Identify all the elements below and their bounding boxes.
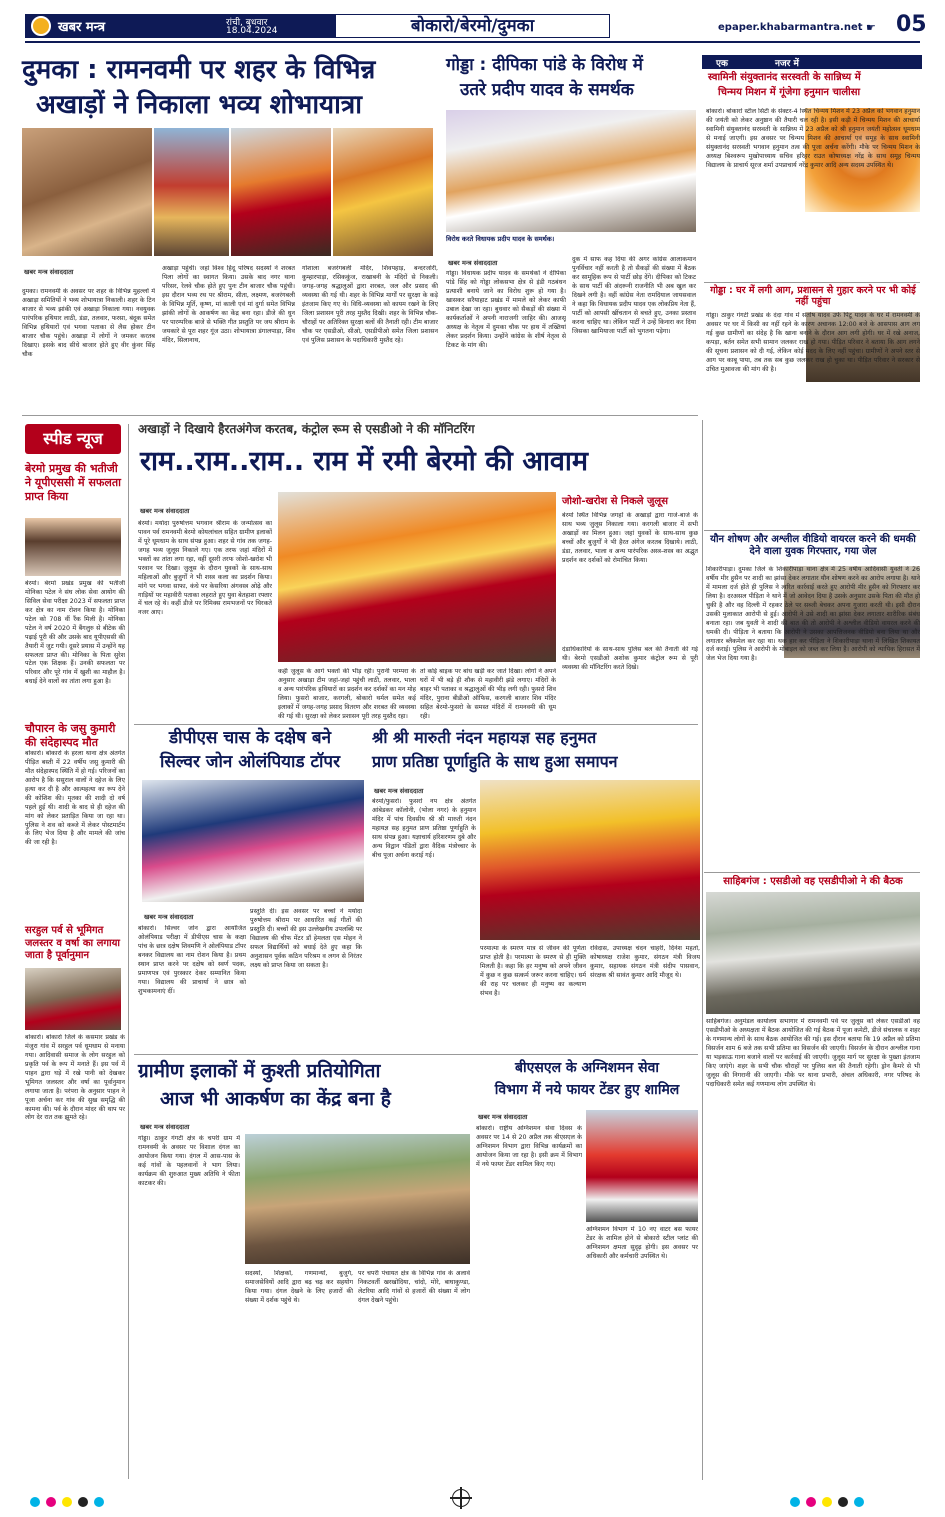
maruti-byline: खबर मन्त्र संवाददाता [374, 787, 424, 795]
masthead-underline [25, 41, 920, 43]
maruti-col-3: रविदास, उपाध्यक्ष चंदन चाहरी, दिनेश महतो, कोषाध्यक्ष राजेश कुमार, संगठन मंत्री विजय कुमार, सहायक संगठन मंत्री संदीप पासवान, संरक्षक श्री सावंत कुमार आदि मौजूद थे। [590, 945, 700, 979]
dumka-photo-4 [333, 128, 433, 256]
maruti-col-1: बेरमो/फुसरो। फुसरो नप क्षेत्र अंतर्गत आंबेडकर कॉलोनी, (भोला नगर) के हनुमान मंदिर में पांच दिवसीय श्री श्री मारुती नंदन महायज्ञ सह हनुमत प्राण प्रतिष्ठा पूर्णाहुति के साथ संपन्न हुआ। यज्ञाचार्य हरिशरणम दुबे और अन्य विद्वान पंडितों द्वारा वैदिक मंत्रोच्चार के बीच पूजा अर्चना कराई गई। [372, 798, 476, 859]
bermo-side-title: जोशो-खरोश से निकले जुलूस [562, 496, 668, 507]
speed-item-2-title: चौपारन के जसु कुमारी की संदेहास्पद मौत [25, 722, 116, 749]
masthead [0, 0, 945, 44]
dps-col-2: प्रस्तुति दी। इस अवसर पर बच्चों ने मर्यादा पुरुषोत्तम श्रीराम पर आधारित कई गीतों की प्रस्तुति दी। बच्चों की इस उल्लेखनीय उपलब्धि पर विद्यालय की चीफ मेंटर डॉ हेमलता एस मोहन ने सफल विद्यार्थियों को बधाई देते हुए कहा कि अनुशासन पूर्वक कठिन परिश्रम व लगन से निरंतर लक्ष्य को प्राप्त किया जा सकता है। [250, 908, 362, 969]
kushti-byline: खबर मन्त्र संवाददाता [140, 1123, 190, 1131]
dumka-photo-1 [22, 128, 152, 256]
dumka-headline-2: अखाड़ों ने निकाला भव्य शोभायात्रा [36, 90, 362, 120]
fire-text: गोड्डा। ठाकुर गंगटी प्रखंड के दंदा गांव में संतोष यादव उर्फ पिंटू यादव के घर में रामनवमी के अवसर पर घर में किसी का नहीं रहने के कारण अचानक 12:00 बजे के आसपास आग लग गई कुछ ग्रामीणों का संदेह है कि खाना बनाने के दौरान आग लगी होगी। घर में रखे अनाज, कपड़ा, बर्तन समेत सभी सामान जलकर राख हो गया। पीड़ित परिवार ने बताया कि आग लगने की सूचना प्रशासन को दी गई, लेकिन कोई मदद के लिए नहीं पहुंचा। ग्रामीणों ने अपने स्तर से आग पर काबू पाया, तब तक सब कुछ जलकर राख हो चुका था। पीड़ित परिवार ने सरकार से उचित मुआवजा की मांग की है। [706, 312, 920, 373]
nazar-label: नजर में [775, 59, 799, 69]
kushti-col-2: सदस्यों, शिक्षकों, गणमान्यों, बुजुर्ग, समाजसेवियों आदि द्वारा बढ़ चढ़ कर सहयोग किया गया। दंगल देखने के लिए हजारों की संख्या में दर्शक पहुंचे थे। [245, 1270, 353, 1304]
bsnl-byline: खबर मन्त्र संवाददाता [478, 1113, 528, 1121]
divider-sexual [704, 530, 920, 531]
sahibganj-headline: साहिबगंज : एसडीओ वह एसडीपीओ ने की बैठक [723, 876, 903, 887]
speed-news-label: स्पीड न्यूज [25, 424, 121, 454]
bermo-kicker: अखाड़ों ने दिखाये हैरतअंगेज करतब, कंट्रोल रूम से एसडीओ ने की मॉनिटरिंग [138, 422, 475, 436]
dumka-col-2: अखाड़ा पहुंचीं। जहां विश्व हिंदू परिषद सदस्यों ने शरबत पिला लोगों का स्वागत किया। उसके बाद नगर थाना परिसर, रेलवे चौक होते हुए पुनः टीन बाजार चौक पहुंची। इस दौरान भव्य रथ पर श्रीराम, सीता, लक्ष्मण, बजरंगबली के विभिन्न मूर्ति, कृष्ण, मां काली एवं मां दुर्गा समेत विभिन्न झांकी लोगों के आकर्षण का केंद्र बना रहा। डीजे की धुन पर पारम्परिक बाजे से भक्ति गीत प्रस्तुति पर जय श्रीराम के जयकारे से पूरा शहर गूंज उठा। शोभायात्रा डंगालपाड़ा, शिव मंदिर, सिलानाथ, [162, 265, 295, 344]
kushti-col-3: पर चपरी पंचायत क्षेत्र के विभिन्न गांव के अलावे निकटवर्ती खरखोदिया, चांदो, मोरे, बाघाकुण्डा, लेटरिया आदि गांवों से हजारों की संख्या में लोग दंगल देखने पहुंचे। [358, 1270, 470, 1304]
bermo-headline: राम..राम..राम.. राम में रमी बेरमो की आवाम [140, 446, 589, 477]
page-number: 05 [896, 12, 927, 37]
bermo-byline: खबर मन्त्र संवाददाता [140, 507, 190, 515]
maruti-headline-2: प्राण प्रतिष्ठा पूर्णाहुति के साथ हुआ समापन [372, 752, 618, 771]
section-title: बोकारो/बेरमो/दुमका [335, 14, 610, 38]
maruti-col-2: परमात्मा के स्मरण मात्र से जीवन की पूर्णता प्राप्त होती है। परमात्मा के स्मरण से ही मुक्ति मिलती है। कहा कि हर मनुष्य को अपने जीवन में कुछ न कुछ सत्कर्म जरूर करना चाहिए। धर्म की राह पर चलकर ही मनुष्य का कल्याण संभव है। [480, 945, 586, 997]
crosshair-icon [452, 1489, 470, 1507]
bsnl-headline-1: बीएसएल के अग्निशमन सेवा [515, 1060, 659, 1076]
dumka-col-1: दुमका। रामनवमी के अवसर पर शहर के विभिन्न मुहल्लों में अखाड़ा समितियों ने भव्य शोभायात्रा निकाली। शहर के टिन बाजार से भव्य झांकी एवं अखाड़ा निकाला गया। नवयुवक पारंपरिक हथियार लाठी, डंडा, तलवार, फरसा, बंदूक समेत विभिन्न हथियारों एवं भगवा पताका से लैस होकर टीन बाजार चौक पहुंचे। अखाड़ा में लोगों ने जमकर करतब दिखाए। इसके बाद सीधे बाजार होते हुए वीर कुंवर सिंह चौक [22, 288, 155, 358]
dps-headline-2: सिल्वर जोन ओलंपियाड टॉपर [159, 752, 341, 772]
sahibganj-text: साहिबगंज। अनुमंडल कार्यालय सभागार में रामनवमी पर्व पर जुलूस को लेकर एसडीओ वह एसडीपीओ के अध्यक्षता में बैठक आयोजित की गई बैठक में पूजा कमेटी, डीजे संचालक व शहर के गणमान्य लोगों के साथ बैठक आयोजित की गई। इस दौरान बताया कि 19 अप्रैल को प्रतिमा विसर्जन शाम 6 बजे तक सभी प्रतिमा का विसर्जन की जाएगी। विसर्जन के दौरान अश्लील गाना या भड़काऊ गाना बजाने वालों पर कार्रवाई की जाएगी। जुलूस मार्ग पर सुरक्षा के पुख्ता इंतजाम किए जाएंगे। शहर के सभी चौक चौराहों पर पुलिस बल की तैनाती रहेगी। ड्रोन कैमरे से भी जुलूस की निगरानी की जाएगी। मौके पर थाना प्रभारी, अंचल अधिकारी, नगर परिषद के पदाधिकारी समेत कई गणमान्य लोग उपस्थित थे। [706, 1018, 920, 1088]
brand-name: खबर मन्त्र [58, 20, 106, 35]
godda-headline-1: गोड्डा : दीपिका पांडे के विरोध में [446, 55, 643, 75]
footer [0, 1482, 945, 1517]
chinmaya-headline-2: चिन्मय मिशन में गूंजेगा हनुमान चालीसा [718, 87, 861, 98]
bermo-col-2: कहीं जुलूस के आगे भक्तों की भीड़ रही। पुरानी परम्परा के अनुसार अखाड़ा टीम जहां-जहां पहुंची लाठी, तलवार, भाला व अन्य पारंपरिक हथियारों का प्रदर्शन कर दर्शकों का मन मोह लिया। फुसरो बाजार, करगली, बोकारो थर्मल समेत कई इलाकों में जगह-जगह प्रसाद वितरण और शरबत की व्यवस्था की गई थी। सुरक्षा को लेकर प्रशासन पूरी तरह मुस्तैद रहा। [278, 668, 416, 720]
kushti-col-1: गोड्डा। ठाकुर गंगटी क्षेत्र के चपरी ग्राम में रामनवमी के अवसर पर विशाल दंगल का आयोजन किया गया। दंगल में आस-पास के कई गांवों के पहलवानों ने भाग लिया। कार्यक्रम की शुरुआत मुख्य अतिथि ने फीता काटकर की। [138, 1135, 240, 1187]
bermo-photo [278, 492, 556, 662]
ek-label: एक [716, 59, 728, 69]
fire-headline: गोड्डा : घर में लगी आग, प्रशासन से गुहार करने पर भी कोई नहीं पहुंचा [710, 285, 916, 308]
divider-right-col [702, 420, 703, 1480]
ek-nazar-bar [702, 55, 922, 69]
divider-sahibganj [704, 872, 920, 873]
masthead-city-day: रांची, बुधवार [226, 18, 268, 28]
bermo-col-1: बेरमो। मर्यादा पुरुषोत्तम भगवान श्रीराम के जन्मोत्सव का पावन पर्व रामनवमी बेरमो कोयलांचल सहित ग्रामीण इलाकों में पूरे धूमधाम के साथ संपन्न हुआ। शहर से गांव तक जगह-जगह भव्य जुलूस निकाले गए। एक तरफ जहां मंदिरों में भक्तों का तांता लगा रहा, वहीं दूसरी तरफ जोशो-खरोश भी परवान पर दिखा। जुलूस के दौरान युवकों के साथ-साथ महिलाओं और बुजुर्गों ने भी शस्त्र कला का प्रदर्शन किया। मांगे पर भगवा साफा, कंधे पर केसरिया अंगवस्त्र ओढ़े और गाड़ियों पर महावीरी पताका लहराते हुए युवा बेतहाशा रफ्तार में चल रहे थे। कहीं डीजे पर रिमिक्स रामभजनों पर थिरकते नजर आए। [138, 520, 272, 617]
divider-bermo-bottom [134, 724, 698, 725]
monika-photo [25, 518, 121, 576]
dumka-headline-1: दुमका : रामनवमी पर शहर के विभिन्न [22, 55, 376, 85]
kushti-headline-1: ग्रामीण इलाकों में कुश्ती प्रतियोगिता [138, 1060, 381, 1082]
godda-headline-2: उतरे प्रदीप यादव के समर्थक [460, 80, 634, 100]
speed-item-2-text: बोकारो। बोकारो के हरला थाना क्षेत्र अंतर्गत पीड़ित बस्ती में 22 वर्षीय जसु कुमारी की मौत संदेहास्पद स्थिति में हो गई। परिजनों का आरोप है कि ससुराल वालों ने दहेज के लिए हत्या कर दी है और आत्महत्या का रूप देने की कोशिश की। मृतका की शादी दो वर्ष पहले हुई थी। शादी के बाद से ही दहेज की मांग को लेकर प्रताड़ित किया जा रहा था। पुलिस ने शव को कब्जे में लेकर पोस्टमार्टम के लिए भेज दिया है और मामले की जांच की जा रही है। [25, 750, 125, 847]
speed-item-1-text: बेरमो। बेरमो प्रखंड प्रमुख की भतीजी मोनिका पटेल ने संघ लोक सेवा आयोग की सिविल सेवा परीक्षा 2023 में सफलता प्राप्त कर क्षेत्र का नाम रोशन किया है। मोनिका पटेल को 708 वीं रैंक मिली है। मोनिका पटेल ने वर्ष 2020 में बैंगलुरु से बीटेक की पढ़ाई पूरी की और उसके बाद यूपीएससी की तैयारी में जुट गयी। दूसरे प्रयास में उन्होंने यह सफलता प्राप्त की। मोनिका के पिता सुरेश पटेल एक शिक्षक हैं। उनकी सफलता पर परिवार और पूरे गांव में खुशी का माहौल है। बधाई देने वालों का तांता लगा हुआ है। [25, 580, 125, 686]
speed-item-3-title: सरहुल पर्व से भूमिगत जलस्तर व वर्षा का लगाया जाता है पूर्वानुमान [25, 925, 120, 961]
sexual-headline: यौन शोषण और अश्लील वीडियो वायरल करने की धमकी देने वाला युवक गिरफ्तार, गया जेल [710, 534, 916, 557]
bsnl-col-2: अग्निशमन विभाग में 10 नए वाटर बस फायर टेंडर के शामिल होने से बोकारो स्टील प्लांट की अग्निशमन क्षमता सुदृढ़ होगी। इस अवसर पर अधिकारी और कर्मचारी उपस्थित थे। [586, 1226, 698, 1260]
godda-byline: खबर मन्त्र संवाददाता [448, 259, 498, 267]
color-registration-right [790, 1492, 920, 1506]
divider-fire [704, 282, 920, 283]
dps-headline-1: डीपीएस चास के दक्षेष बने [168, 728, 332, 748]
bermo-col-4: तो कोई बाइक पर बांध खड़ी कर जाते दिखा। लोगों ने अपने घरों में भी बड़े ही शौक से महावीरी झंडे लगाए। मंदिरों के बाहर भी पताका व श्रद्धालुओं की भीड़ लगी रही। फुसरो शिव मंदिर, पुराना बीडीओ ऑफिस, करगली बाजार शिव मंदिर सहित बेरमो-फुसरो के समस्त मंदिरों में रामनवमी की धूम रही। [420, 668, 556, 720]
chinmaya-headline-1: स्वामिनी संयुक्तानंद सरस्वती के सान्निध्य में [708, 72, 861, 83]
dumka-col-3: गोशाला बजरंगबली मंदिर, शिवपहाड़, बन्दरजोरी, कुम्हारपाड़ा, रसिककुंज, राखाबनी के मंदिरों से निकली। जगह-जगह श्रद्धालुओं द्वारा शरबत, जल और प्रसाद की व्यवस्था की गई थी। शहर के विभिन्न मार्गों पर सुरक्षा के कड़े इंतजाम किए गए थे। विधि-व्यवस्था को कायम रखने के लिए जिला प्रशासन पूरी तरह मुस्तैद दिखी। शहर के विभिन्न चौक-चौराहों पर अतिरिक्त सुरक्षा बलों की तैनाती रही। टीम बाजार चौक पर एसडीओ, सीओ, एसडीपीओ समेत जिला प्रशासन एवं पुलिस प्रशासन के पदाधिकारी मुस्तैद रहे। [302, 265, 438, 344]
epaper-url[interactable]: epaper.khabarmantra.net [718, 22, 863, 33]
divider-mid [22, 415, 698, 416]
dps-photo [142, 780, 364, 902]
speed-item-1-title: बेरमो प्रमुख की भतीजी ने यूपीएससी में सफलता प्राप्त किया [25, 462, 121, 503]
cursor-icon: ☛ [866, 21, 876, 34]
color-registration-left [30, 1492, 160, 1506]
godda-photo [446, 110, 696, 232]
dumka-byline: खबर मन्त्र संवाददाता [24, 268, 74, 276]
dps-byline: खबर मन्त्र संवाददाता [144, 913, 194, 921]
bsnl-photo [586, 1110, 698, 1222]
kushti-headline-2: आज भी आकर्षण का केंद्र बना है [160, 1088, 391, 1110]
bsnl-col-1: बोकारो। राष्ट्रीय अग्निशमन सेवा दिवस के अवसर पर 14 से 20 अप्रैल तक बीएसएल के अग्निशमन विभाग द्वारा विभिन्न कार्यक्रमों का आयोजन किया जा रहा है। इसी क्रम में विभाग में नये फायर टेंडर शामिल किए गए। [476, 1125, 582, 1168]
bsnl-headline-2: विभाग में नये फायर टेंडर हुए शामिल [494, 1082, 680, 1098]
godda-col-2: दुक में साफ कह दिया की अगर कांग्रेस आलाकमान पुनर्विचार नहीं करती है तो सैकड़ों की संख्या में बैठक कर सामूहिक रूप से पार्टी छोड़ देंगे। दीपिका को टिकट के साथ पार्टी की अंदरूनी राजनीति भी अब खुल कर दिखने लगी है। वहीं कांग्रेस नेता रामदियाल जायसवाल ने कहा कि विधायक प्रदीप यादव एक लोकप्रिय नेता हैं, पार्टी को आपसी खींचतान से बचते हुए, उनका प्रस्ताव करना चाहिए था। लेकिन पार्टी ने उन्हें किनारा कर दिया जिसका खामियाजा पार्टी को भुगतना पड़ेगा। [572, 256, 696, 335]
divider-lower [134, 1054, 698, 1055]
brand-logo-icon [31, 16, 51, 36]
maruti-photo [480, 780, 700, 940]
bermo-side-text: बेरमो स्थित विभिन्न जगहों के अखाड़ों द्वारा गाजे-बाजे के साथ भव्य जुलूस निकाला गया। करगली बाजार में सभी अखाड़ों का मिलन हुआ। जहां युवकों के साथ-साथ कुछ बच्चों और बुजुर्गों ने भी हैरत अंगेज करतब दिखाये। लाठी, डंडा, तलवार, भाला व अन्य पारंपरिक अस्त्र-शस्त्र का अद्भुत प्रदर्शन कर दर्शकों को रोमांचित किया। [562, 512, 698, 564]
godda-caption: विरोध करते विधायक प्रदीप यादव के समर्थक। [446, 235, 555, 243]
dumka-photo-2 [154, 128, 229, 256]
chinmaya-text: बोकारो। बोकारो स्टील सिटी के सेक्टर-4 स्थित चिन्मय मिशन में 23 अप्रैल को भगवान हनुमान की जयंती को लेकर अनुष्ठान की तैयारी चल रही है। इसी कड़ी में चिन्मय मिशन की आचार्या स्वामिनी संयुक्तानंद सरस्वती के सान्निध्य में 23 अप्रैल को श्री हनुमान जयंती महोत्सव धूमधाम से मनाई जाएगी। इस अवसर पर चिन्मय मिशन की आचार्या एवं समूह के साथ स्वामिनी संयुक्तानंद सरस्वती भगवान हनुमान तत्व की पूजा अर्चना करेंगी। मौके पर चिन्मय मिशन के अध्यक्ष बिश्वरूप मुखोपाध्याय सचिव हरिहर राउत कोषाध्यक्ष नरेंद्र के साथ समूह चिन्मय विद्यालय के प्राचार्य सूरज शर्मा उपप्राचार्य नरेंद्र कुमार आदि अन्य सदस्य उपस्थित थे। [706, 108, 920, 169]
kushti-photo [245, 1134, 470, 1264]
dps-col-1: बोकारो। सिल्वर जोन द्वारा आयोजित ओलंपियाड परीक्षा में डीपीएस चास के कक्षा पांच के छात्र दक्षेष शिवमणि ने ओलंपियाड टॉपर बनकर विद्यालय का नाम रोशन किया है। प्रथम स्थान प्राप्त करने पर दक्षेष को स्वर्ण पदक, प्रमाणपत्र एवं पुरस्कार देकर सम्मानित किया गया। विद्यालय की प्राचार्या ने छात्र को शुभकामनाएं दीं। [138, 925, 246, 995]
maruti-headline-1: श्री श्री मारुती नंदन महायज्ञ सह हनुमत [372, 728, 597, 747]
bermo-side-text-2: दंडाधिकारियों के साथ-साथ पुलिस बल की तैनाती की गई थी। बेरमो एसडीओ अशोक कुमार कंट्रोल रूम से पूरी व्यवस्था की मॉनिटरिंग करते दिखे। [562, 646, 698, 671]
masthead-date: 18.04.2024 [226, 26, 278, 36]
sahibganj-photo [706, 892, 920, 1014]
dumka-photo-3 [231, 128, 331, 256]
sarhul-photo [25, 968, 121, 1030]
sexual-text: शिकारीपाड़ा। दुमका जिले के शिकारीपाड़ा थाना क्षेत्र में 25 वर्षीय आदिवासी युवती ने 26 वर्षीय मीर हुसैन पर शादी का झांसा देकर लगातार यौन शोषण करने का आरोप लगाया है। थाने में मामला दर्ज होते ही पुलिस ने त्वरित कार्रवाई करते हुए आरोपी मीर हुसैन को गिरफ्तार कर लिया है। दरअसल पीड़िता ने थाने में जो आवेदन दिया है उसके अनुसार उसके पिता की मौत हो चुकी है और वह दिल्ली में रहकर ठेले पर सब्जी बेचकर अपना गुजारा करती थी। इसी दौरान उसकी मुलाकात आरोपी से हुई। आरोपी ने उसे शादी का झांसा देकर लगातार शारीरिक संबंध बनाता रहा। जब युवती ने शादी की बात की तो आरोपी ने अश्लील वीडियो वायरल करने की धमकी दी। पीड़िता ने बताया कि आरोपी ने उसका आपत्तिजनक वीडियो बना लिया था और लगातार ब्लैकमेल कर रहा था। थक हार कर पीड़िता ने शिकारीपाड़ा थाना में लिखित शिकायत दर्ज कराई। पुलिस ने आरोपी के मोबाइल को जब्त कर लिया है। आरोपी को न्यायिक हिरासत में जेल भेज दिया गया है। [706, 566, 920, 663]
speed-news-divider [128, 424, 129, 1479]
speed-item-3-text: बोकारो। बोकारो जिले के कसमार प्रखंड के मंजुरा गांव में सरहुल पर्व धूमधाम से मनाया गया। आदिवासी समाज के लोग सरहुल को प्रकृति पर्व के रूप में मनाते हैं। इस पर्व में पाहन द्वारा घड़े में रखे पानी को देखकर भूमिगत जलस्तर और वर्षा का पूर्वानुमान लगाया जाता है। परंपरा के अनुसार पाहन ने पूजा अर्चना कर गांव की सुख समृद्धि की कामना की। पर्व के दौरान मांदर की थाप पर लोग देर रात तक झूमते रहे। [25, 1034, 125, 1122]
godda-col-1: गोड्डा। विधायक प्रदीप यादव के समर्थकों ने दीपिका पांडे सिंह को गोड्डा लोकसभा क्षेत्र से इंडी गठबंधन प्रत्याशी बनाये जाने का विरोध शुरू हो गया है। खासकर सरैयाहाट प्रखंड में मामले को लेकर काफी उबाल देखा जा रहा। बुधवार को सैकड़ों की संख्या में कार्यकर्ताओं ने अपनी नाराजगी जाहिर की। आजसू अध्यक्ष के नेतृत्व में दुमका चौक पर हाथ में तख्तियां लेकर प्रदर्शन किया। उन्होंने कांग्रेस के शीर्ष नेतृत्व से टिकट के मांग की। [446, 270, 566, 349]
